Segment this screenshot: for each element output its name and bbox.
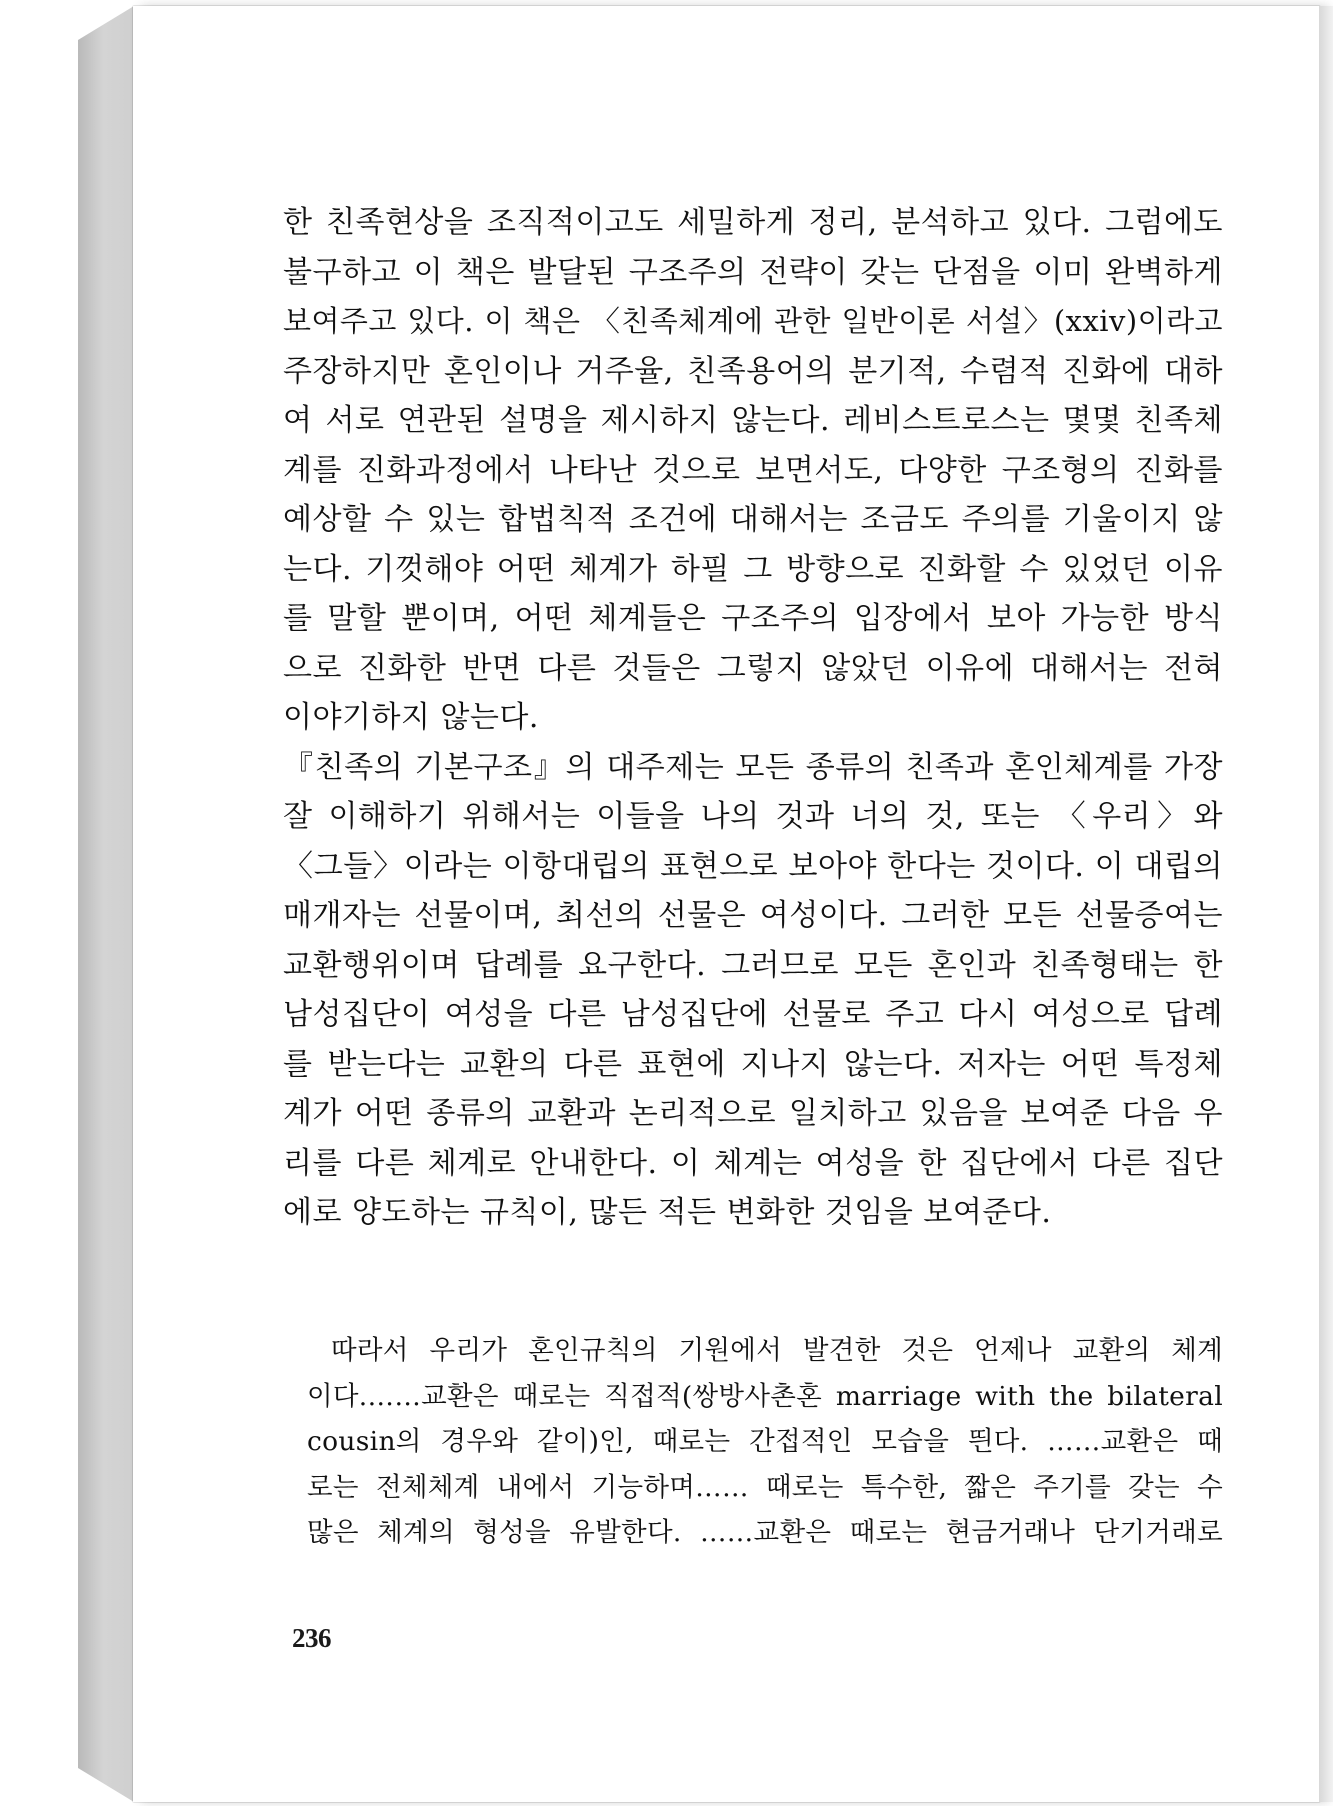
text-line: 잘 이해하기 위해서는 이들을 나의 것과 너의 것, 또는 〈우리〉와: [283, 799, 1223, 834]
text-line: 매개자는 선물이며, 최선의 선물은 여성이다. 그러한 모든 선물증여는: [283, 898, 1223, 933]
quote-line: cousin의 경우와 같이)인, 때로는 간접적인 모습을 띈다. ……교환은 때: [307, 1426, 1223, 1458]
text-line: 는다. 기껏해야 어떤 체계가 하필 그 방향으로 진화할 수 있었던 이유: [283, 551, 1223, 587]
text-line: 한 친족현상을 조직적이고도 세밀하게 정리, 분석하고 있다. 그럼에도: [283, 205, 1223, 240]
text-line: 불구하고 이 책은 발달된 구조주의 전략이 갖는 단점을 이미 완벽하게: [283, 254, 1223, 290]
book-page: [133, 6, 1320, 1802]
text-line: 계가 어떤 종류의 교환과 논리적으로 일치하고 있음을 보여준 다음 우: [283, 1096, 1223, 1131]
page-edge: [1319, 6, 1333, 1802]
text-line: 를 받는다는 교환의 다른 표현에 지나지 않는다. 저자는 어떤 특정체: [283, 1046, 1223, 1082]
text-line: 보여주고 있다. 이 책은 〈친족체계에 관한 일반이론 서설〉(xxiv)이라고: [283, 304, 1223, 338]
main-text: [283, 198, 1223, 1238]
page-number: 236: [292, 1623, 331, 1653]
text-line: 이야기하지 않는다.: [283, 700, 539, 735]
text-line: 리를 다른 체계로 안내한다. 이 체계는 여성을 한 집단에서 다른 집단: [283, 1145, 1223, 1181]
quote-line: 이다.……교환은 때로는 직접적(쌍방사촌혼 marriage with the bilateral: [307, 1380, 1223, 1412]
text-line: 교환행위이며 답례를 요구한다. 그러므로 모든 혼인과 친족형태는 한: [283, 947, 1223, 983]
quote-line: 많은 체계의 형성을 유발한다. ……교환은 때로는 현금거래나 단기거래로: [307, 1517, 1223, 1549]
text-line: 여 서로 연관된 설명을 제시하지 않는다. 레비스트로스는 몇몇 친족체: [283, 403, 1223, 438]
text-line: 남성집단이 여성을 다른 남성집단에 선물로 주고 다시 여성으로 답례: [283, 997, 1223, 1032]
text-line: 으로 진화한 반면 다른 것들은 그렇지 않았던 이유에 대해서는 전혀: [283, 650, 1223, 686]
quote-line: 따라서 우리가 혼인규칙의 기원에서 발견한 것은 언제나 교환의 체계: [331, 1335, 1223, 1366]
text-line: 〈그들〉이라는 이항대립의 표현으로 보아야 한다는 것이다. 이 대립의: [283, 848, 1223, 884]
book-spine: [78, 6, 134, 1802]
text-line: 주장하지만 혼인이나 거주율, 친족용어의 분기적, 수렴적 진화에 대하: [283, 353, 1223, 389]
block-quote: [307, 1328, 1223, 1556]
text-line: 『친족의 기본구조』의 대주제는 모든 종류의 친족과 혼인체계를 가장: [283, 749, 1223, 785]
text-line: 에로 양도하는 규칙이, 많든 적든 변화한 것임을 보여준다.: [283, 1195, 1052, 1230]
quote-line: 로는 전체체계 내에서 기능하며…… 때로는 특수한, 짧은 주기를 갖는 수: [307, 1471, 1223, 1503]
text-line: 를 말할 뿐이며, 어떤 체계들은 구조주의 입장에서 보아 가능한 방식: [283, 601, 1223, 636]
text-line: 계를 진화과정에서 나타난 것으로 보면서도, 다양한 구조형의 진화를: [283, 452, 1223, 488]
text-line: 예상할 수 있는 합법칙적 조건에 대해서는 조금도 주의를 기울이지 않: [283, 502, 1223, 537]
